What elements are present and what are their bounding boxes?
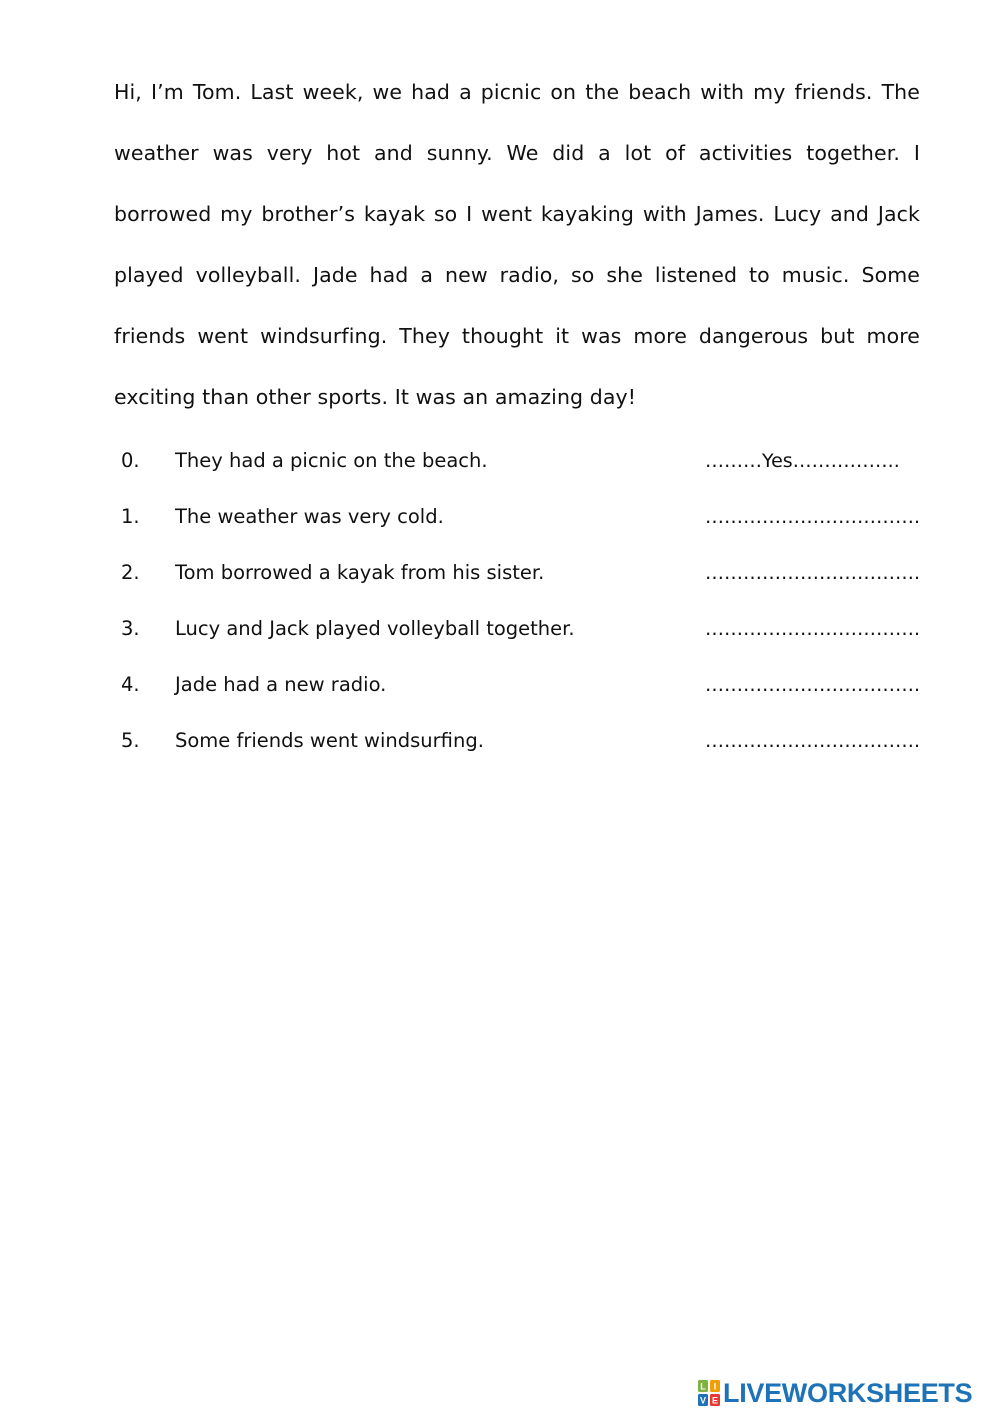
question-row: [0, 437, 1000, 493]
question-number: 0.: [121, 449, 140, 472]
svg-text:I: I: [713, 1381, 717, 1392]
liveworksheets-logo-icon: [698, 1380, 720, 1406]
svg-text:L: L: [700, 1381, 706, 1392]
answer-blank[interactable]: …………………………….: [705, 506, 921, 528]
true-false-questions: [0, 437, 1000, 773]
question-row: [0, 717, 1000, 773]
question-number: 3.: [121, 617, 140, 640]
answer-blank[interactable]: …………………………….: [705, 674, 921, 696]
story-paragraph: Hi, I’m Tom. Last week, we had a picnic on the beach with my friends. The weather was very hot and sunny. We did a lot of activities together. I borrowed my brother’s kayak so I went kayaking with James. Lucy and Jack played volleyball. Jade had a new radio, so she listened to music. Some friends went windsurfing. They thought it was more dangerous but more exciting than other sports. It was an amazing day!: [114, 80, 920, 409]
answer-blank[interactable]: …………………………….: [705, 730, 921, 752]
question-row: [0, 605, 1000, 661]
question-number: 4.: [121, 673, 140, 696]
question-number: 1.: [121, 505, 140, 528]
answer-blank[interactable]: …………………………….: [705, 618, 921, 640]
answer-blank[interactable]: ………Yes……………..: [705, 450, 900, 472]
question-text: Jade had a new radio.: [175, 673, 387, 696]
question-text: Some friends went windsurfing.: [175, 729, 484, 752]
question-row: [0, 661, 1000, 717]
question-text: Lucy and Jack played volleyball together.: [175, 617, 575, 640]
question-row: [0, 493, 1000, 549]
question-row: [0, 549, 1000, 605]
answer-blank[interactable]: …………………………….: [705, 562, 921, 584]
question-text: The weather was very cold.: [175, 505, 444, 528]
question-number: 5.: [121, 729, 140, 752]
svg-text:E: E: [711, 1395, 719, 1406]
liveworksheets-logo-text: LIVEWORKSHEETS: [723, 1378, 973, 1408]
question-text: Tom borrowed a kayak from his sister.: [175, 561, 545, 584]
question-text: They had a picnic on the beach.: [175, 449, 488, 472]
liveworksheets-logo[interactable]: [698, 1378, 972, 1408]
svg-text:V: V: [699, 1395, 707, 1406]
question-number: 2.: [121, 561, 140, 584]
